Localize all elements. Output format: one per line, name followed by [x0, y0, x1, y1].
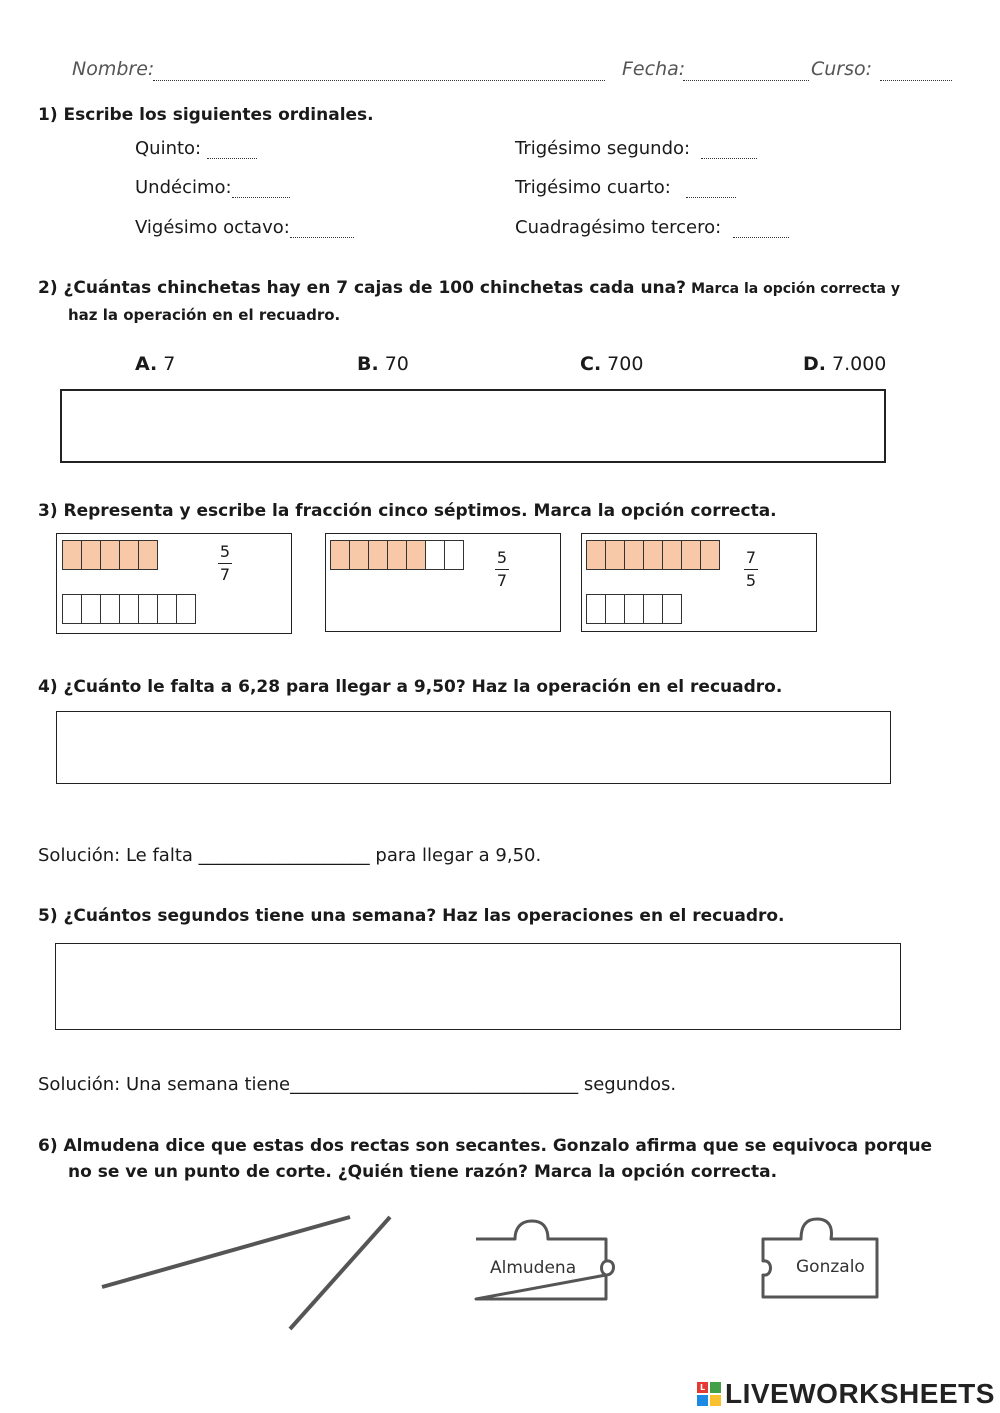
q3-title: 3) Representa y escribe la fracción cinco séptimos. Marca la opción correcta. — [38, 501, 777, 521]
q5-solution — [38, 1074, 676, 1095]
fraction-cell — [119, 540, 139, 570]
fraction-cell — [100, 594, 120, 624]
q6-option-almudena-label: Almudena — [490, 1258, 577, 1278]
fraction-bar — [495, 569, 509, 570]
logo-text: LIVEWORKSHEETS — [725, 1378, 995, 1409]
fraction-cell — [81, 540, 101, 570]
fraction-cell — [662, 594, 682, 624]
fraction-cell — [119, 594, 139, 624]
q6-option-almudena[interactable] — [470, 1215, 620, 1305]
q1-answer-cuadragesimo-tercero[interactable] — [733, 237, 789, 238]
q5-title: 5) ¿Cuántos segundos tiene una semana? Haz las operaciones en el recuadro. — [38, 906, 785, 926]
fraction-cell — [138, 594, 158, 624]
date-label: Fecha: — [622, 58, 686, 80]
q4-title: 4) ¿Cuánto le falta a 6,28 para llegar a 9,50? Haz la operación en el recuadro. — [38, 677, 783, 697]
course-label: Curso: — [811, 58, 873, 80]
q6-lines-figure — [90, 1205, 410, 1345]
fraction-cell — [624, 540, 644, 570]
q2-option-b[interactable] — [357, 353, 409, 375]
q3-option-1[interactable] — [56, 533, 292, 634]
q6-option-gonzalo[interactable] — [755, 1213, 885, 1303]
name-field[interactable] — [153, 80, 605, 81]
fraction-cell — [681, 540, 701, 570]
fraction-cell — [425, 540, 445, 570]
date-field[interactable] — [683, 80, 809, 81]
q2-option-c-value: 700 — [607, 353, 644, 375]
q1-answer-undecimo[interactable] — [232, 197, 290, 198]
q1-answer-vigesimo-octavo[interactable] — [290, 237, 354, 238]
name-label: Nombre: — [72, 58, 155, 80]
fraction-bar — [744, 569, 758, 570]
fraction-cell — [81, 594, 101, 624]
fraction-cell — [62, 594, 82, 624]
q2-option-c[interactable] — [580, 353, 643, 375]
fraction-cell — [624, 594, 644, 624]
q6-option-gonzalo-label: Gonzalo — [796, 1257, 865, 1277]
q3-option-2[interactable] — [325, 533, 561, 632]
q1-item-cuadragesimo-tercero: Cuadragésimo tercero: — [515, 217, 722, 238]
q2-option-c-letter: C. — [580, 353, 602, 375]
q6-title-line-1: 6) Almudena dice que estas dos rectas son secantes. Gonzalo afirma que se equivoca porque — [38, 1136, 933, 1156]
q2-option-a-letter: A. — [135, 353, 158, 375]
q3-option-3-numerator: 7 — [745, 548, 757, 567]
fraction-cell — [444, 540, 464, 570]
q4-solution-prefix: Solución: Le falta — [38, 845, 193, 866]
q3-option-2-denominator: 7 — [496, 571, 508, 590]
logo-icon-l: L — [697, 1382, 708, 1393]
q1-item-quinto: Quinto: — [135, 138, 202, 159]
line-2 — [290, 1217, 390, 1329]
fraction-cell — [138, 540, 158, 570]
q3-option-2-fraction — [494, 548, 510, 591]
fraction-cell — [605, 540, 625, 570]
q3-option-3-denominator: 5 — [745, 571, 757, 590]
q2-question — [38, 278, 958, 298]
q5-work-box[interactable] — [55, 943, 901, 1030]
q3-option-1-numerator: 5 — [219, 542, 231, 561]
q2-option-d[interactable] — [803, 353, 886, 375]
fraction-cell — [643, 540, 663, 570]
fraction-cell — [586, 540, 606, 570]
q2-option-a-value: 7 — [163, 353, 176, 375]
q1-item-trigesimo-segundo: Trigésimo segundo: — [515, 138, 691, 159]
fraction-cell — [643, 594, 663, 624]
q1-item-undecimo: Undécimo: — [135, 177, 232, 198]
fraction-cell — [330, 540, 350, 570]
q1-answer-trigesimo-segundo[interactable] — [701, 158, 757, 159]
logo-icon — [697, 1382, 721, 1406]
q3-option-1-fraction — [217, 542, 233, 585]
q4-solution-blank[interactable]: ___________________ — [198, 845, 370, 866]
fraction-cell — [406, 540, 426, 570]
q4-work-box[interactable] — [56, 711, 891, 784]
line-1 — [102, 1217, 350, 1287]
fraction-cell — [62, 540, 82, 570]
fraction-cell — [349, 540, 369, 570]
fraction-cell — [157, 594, 177, 624]
q2-option-d-value: 7.000 — [832, 353, 887, 375]
fraction-bar — [218, 563, 232, 564]
q1-title: 1) Escribe los siguientes ordinales. — [38, 105, 374, 125]
q2-option-d-letter: D. — [803, 353, 826, 375]
course-field[interactable] — [880, 80, 952, 81]
q1-answer-trigesimo-cuarto[interactable] — [686, 197, 736, 198]
q1-answer-quinto[interactable] — [207, 158, 257, 159]
q2-option-b-value: 70 — [384, 353, 409, 375]
fraction-cell — [662, 540, 682, 570]
fraction-cell — [586, 594, 606, 624]
q2-instruction-2: haz la operación en el recuadro. — [68, 306, 341, 324]
fraction-cell — [100, 540, 120, 570]
fraction-cell — [700, 540, 720, 570]
q2-instruction-1: Marca la opción correcta y — [691, 281, 900, 297]
q3-option-3[interactable] — [581, 533, 817, 632]
q6-title-line-2: no se ve un punto de corte. ¿Quién tiene razón? Marca la opción correcta. — [68, 1162, 778, 1182]
fraction-cell — [176, 594, 196, 624]
q5-solution-prefix: Solución: Una semana tiene — [38, 1074, 291, 1095]
q5-solution-suffix: segundos. — [583, 1074, 677, 1095]
liveworksheets-logo[interactable] — [697, 1378, 995, 1410]
q3-option-2-numerator: 5 — [496, 548, 508, 567]
fraction-cell — [368, 540, 388, 570]
fraction-cell — [387, 540, 407, 570]
fraction-cell — [605, 594, 625, 624]
q1-item-vigesimo-octavo: Vigésimo octavo: — [135, 217, 290, 238]
q2-work-box[interactable] — [60, 389, 886, 463]
q4-solution-suffix: para llegar a 9,50. — [375, 845, 542, 866]
q2-option-b-letter: B. — [357, 353, 379, 375]
q1-item-trigesimo-cuarto: Trigésimo cuarto: — [515, 177, 671, 198]
q4-solution — [38, 845, 541, 866]
q2-title: 2) ¿Cuántas chinchetas hay en 7 cajas de 100 chinchetas cada una? — [38, 278, 686, 298]
q3-option-1-denominator: 7 — [219, 565, 231, 584]
q3-option-3-fraction — [743, 548, 759, 591]
q5-solution-blank[interactable]: ________________________________ — [290, 1074, 579, 1095]
q2-option-a[interactable] — [135, 353, 175, 375]
